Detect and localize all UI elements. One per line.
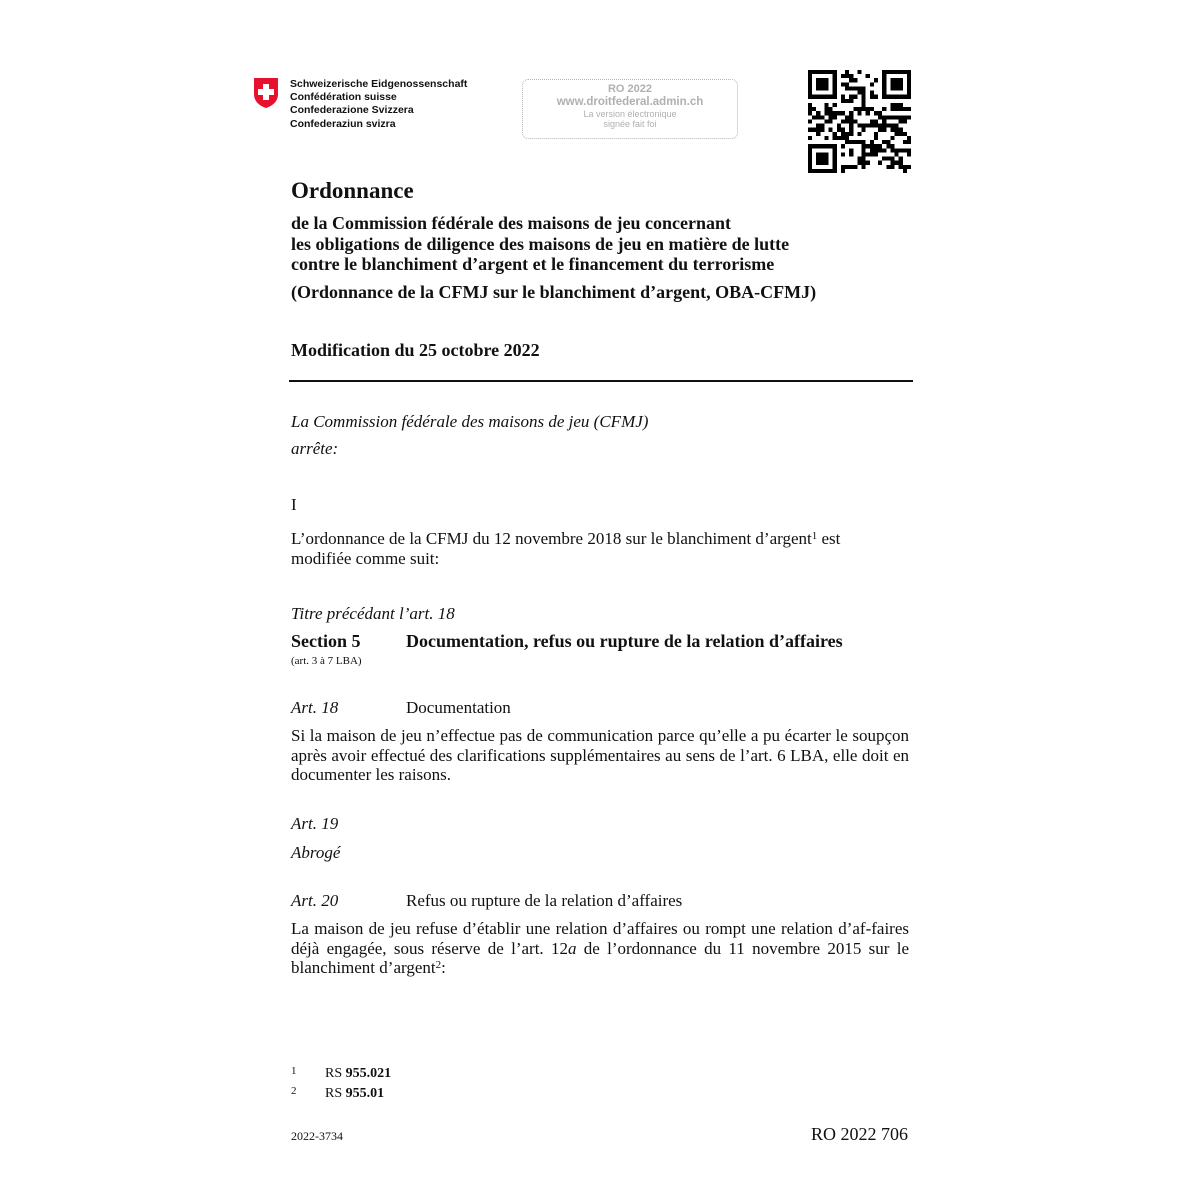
footnote-number: 1 [291,1065,297,1077]
section-title: Documentation, refus ou rupture de la relation d’affaires [406,631,843,651]
art-20-text-italic: a [567,938,577,958]
confederation-name [290,78,467,131]
document-title: Ordonnance [291,178,414,203]
art-20-text-b: de l’ordonnance du 11 novembre 2015 sur le blanchiment d’argent [291,938,909,977]
stamp-note-1: La version électronique [583,109,677,119]
art-18-label: Art. 18 [291,698,339,717]
confederation-line-it: Confederazione Svizzera [290,104,414,117]
intro-line-1 [291,529,911,549]
stamp-note-2: signée fait foi [603,119,657,129]
footnote-prefix: RS [325,1085,346,1101]
stamp-ro: RO 2022 [607,83,653,95]
swiss-cross-icon [252,76,280,110]
preamble-authority: La Commission fédérale des maisons de jeu (CFMJ) [291,412,649,431]
electronic-version-stamp [522,79,738,139]
document-number: 2022-3734 [291,1129,343,1143]
title-before-art-18: Titre précédant l’art. 18 [291,604,455,623]
footnote [291,1063,391,1083]
intro-text: L’ordonnance de la CFMJ du 12 novembre 2018 sur le blanchiment d’argent [291,529,812,548]
art-18-text: Si la maison de jeu n’effectue pas de communication parce qu’elle a pu écarter le soupçon après avoir effectué des clarifications supplémentaires au sens de l’art. 6 LBA, elle doit en documenter les raisons. [291,726,909,784]
preamble-decree: arrête: [291,439,339,458]
footnote-prefix: RS [325,1066,346,1081]
title-divider [289,380,913,382]
confederation-line-rm: Confederaziun svizra [290,117,396,130]
modification-date: Modification du 25 octobre 2022 [291,340,540,360]
confederation-line-de: Schweizerische Eidgenossenschaft [290,78,468,90]
ro-reference: RO 2022 706 [810,1124,908,1144]
subtitle-line: les obligations de diligence des maisons de jeu en matière de lutte [291,233,790,254]
footnote-ref-2[interactable]: 2 [435,959,442,971]
art-20-label: Art. 20 [291,891,339,910]
footnote-sr-reference: 955.01 [345,1085,385,1101]
subtitle-line: contre le blanchiment d’argent et le financement du terrorisme [291,254,775,274]
footnote-sr-reference: 955.021 [345,1066,392,1081]
footnote-number: 2 [291,1084,297,1097]
section-label: Section 5 [291,631,361,651]
footnote [291,1083,391,1103]
footnotes [291,1063,391,1102]
art-20-text-c: : [441,958,446,977]
document-subtitle [291,213,931,275]
section-reference: (art. 3 à 7 LBA) [291,655,362,667]
part-number: I [291,495,297,514]
intro-paragraph [291,529,911,568]
confederation-line-fr: Confédération suisse [290,91,397,104]
art-20-text-a: La maison de jeu refuse d’établir une relation d’affaires ou rompt une relation d’af-faires déjà engagée, sous réserve de l’art. 12 [291,919,909,958]
intro-text-end: est [817,529,841,548]
art-18-title: Documentation [406,698,511,717]
subtitle-line: de la Commission fédérale des maisons de jeu concernant [291,213,731,233]
stamp-site: www.droitfederal.admin.ch [556,96,704,108]
intro-line-2: modifiée comme suit: [291,548,440,568]
art-19-text: Abrogé [291,843,341,862]
short-title: (Ordonnance de la CFMJ sur le blanchiment d’argent, OBA-CFMJ) [291,282,817,302]
art-20-text [291,919,909,978]
qr-code-icon [808,70,911,173]
art-20-title: Refus ou rupture de la relation d’affaires [406,891,683,910]
art-19-label: Art. 19 [291,814,339,833]
footnote-ref-1[interactable]: 1 [811,530,818,542]
